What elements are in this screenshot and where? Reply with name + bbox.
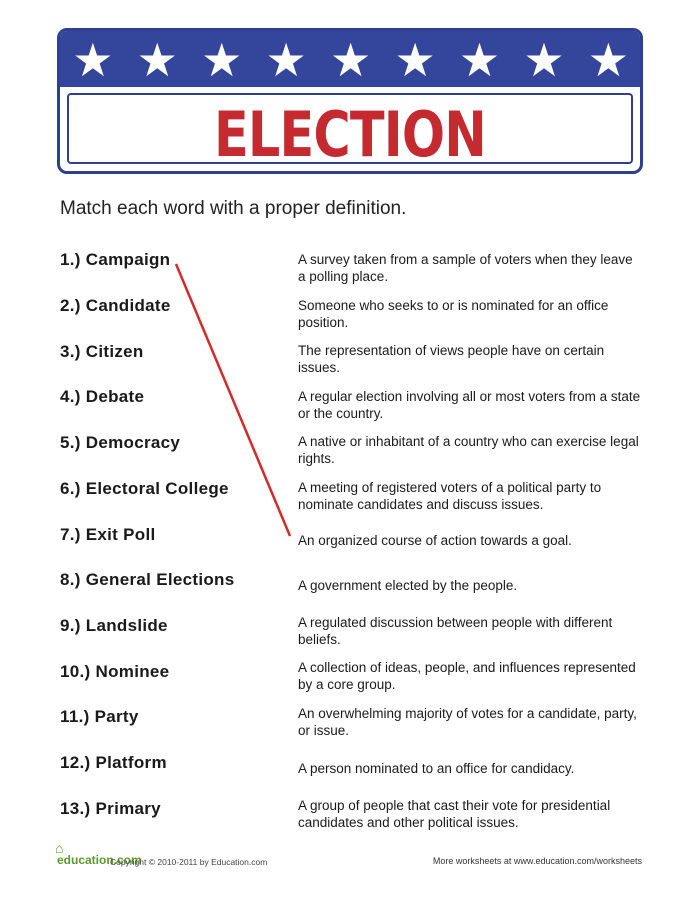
vocab-word: 8.) General Elections: [60, 570, 235, 589]
vocab-word: 5.) Democracy: [60, 433, 181, 452]
definition-item: A group of people that cast their vote for presidential candidates and other political issues.: [298, 798, 611, 830]
definition-item: Someone who seeks to or is nominated for an office position.: [298, 298, 609, 330]
star-icon: ★: [394, 34, 436, 86]
definition-item: A person nominated to an office for candidacy.: [298, 761, 575, 776]
instruction-text: Match each word with a proper definition.: [60, 198, 407, 219]
definition-item: An overwhelming majority of votes for a candidate, party, or issue.: [298, 706, 637, 738]
vocab-word: 2.) Candidate: [60, 296, 171, 315]
star-icon: ★: [523, 34, 565, 86]
definition-item: A collection of ideas, people, and influences represented by a core group.: [298, 660, 636, 692]
education-logo[interactable]: education.com: [57, 853, 142, 867]
vocab-word: 1.) Campaign: [60, 250, 171, 269]
star-icon: ★: [265, 34, 307, 86]
vocab-word: 7.) Exit Poll: [60, 525, 156, 544]
definition-item: A government elected by the people.: [298, 578, 518, 593]
page-title: ELECTION: [214, 98, 486, 171]
definition-item: A meeting of registered voters of a political party to nominate candidates and discuss issues.: [298, 480, 602, 512]
star-icon: ★: [136, 34, 178, 86]
definition-item: A native or inhabitant of a country who can exercise legal rights.: [298, 434, 639, 466]
definition-item: A regulated discussion between people with different beliefs.: [298, 615, 613, 647]
copyright-text: Copyright © 2010-2011 by Education.com: [110, 857, 268, 867]
logo-icon: ⌂: [55, 840, 64, 856]
more-worksheets-link[interactable]: More worksheets at www.education.com/worksheets: [432, 856, 642, 866]
definition-item: An organized course of action towards a goal.: [298, 533, 572, 548]
star-icon: ★: [458, 34, 501, 86]
vocab-word: 3.) Citizen: [60, 342, 144, 361]
vocab-word: 10.) Nominee: [60, 662, 170, 681]
definition-item: A regular election involving all or most voters from a state or the country.: [298, 389, 641, 421]
vocab-word: 13.) Primary: [60, 799, 161, 818]
vocab-word: 12.) Platform: [60, 753, 167, 772]
star-icon: ★: [330, 34, 372, 86]
vocab-word: 6.) Electoral College: [60, 479, 229, 498]
definition-item: A survey taken from a sample of voters when they leave a polling place.: [298, 252, 633, 284]
star-icon: ★: [201, 34, 243, 86]
definition-item: The representation of views people have on certain issues.: [298, 343, 605, 375]
vocab-word: 4.) Debate: [60, 387, 145, 406]
star-icon: ★: [587, 34, 630, 86]
star-icon: ★: [72, 34, 114, 86]
vocab-word: 11.) Party: [60, 707, 139, 726]
vocab-word: 9.) Landslide: [60, 616, 168, 635]
